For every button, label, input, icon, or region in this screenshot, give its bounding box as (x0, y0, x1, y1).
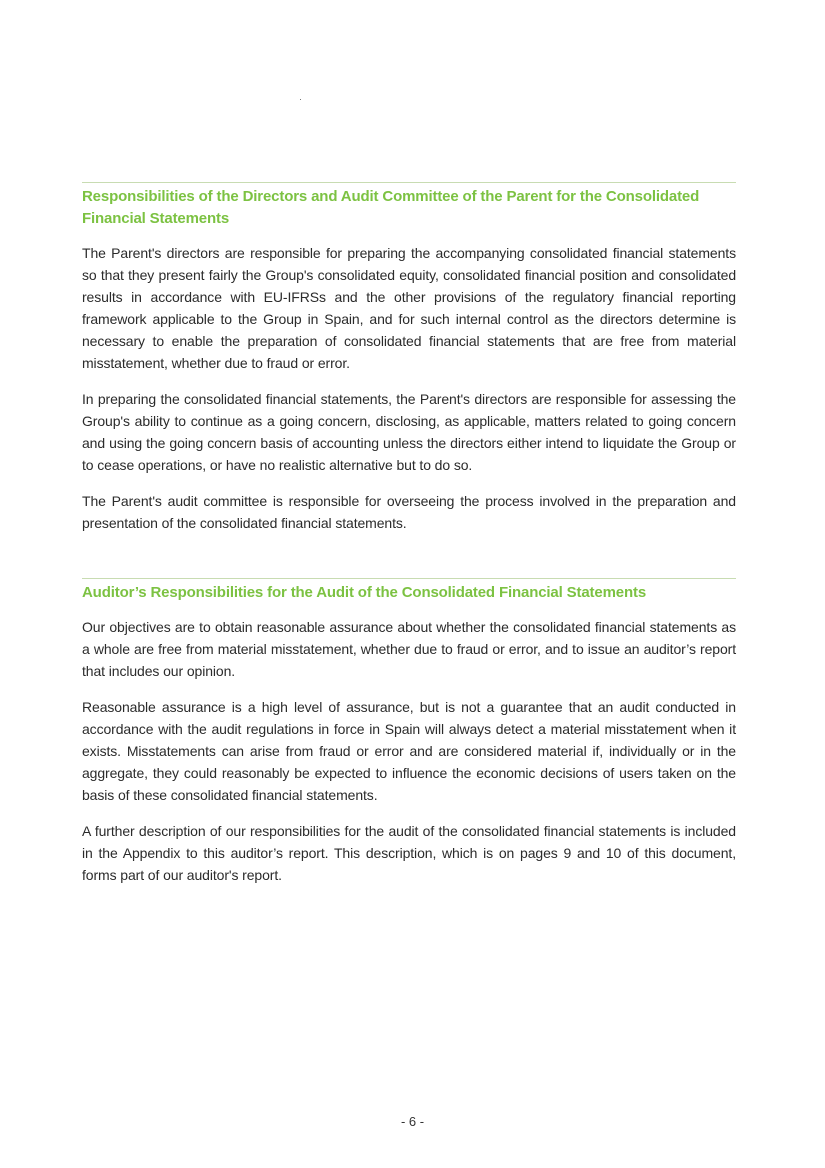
paragraph: Our objectives are to obtain reasonable assurance about whether the consolidated financial statements as a whole are free from material misstatement, whether due to fraud or error, and to issue an auditor’s report that includes our opinion. (82, 619, 736, 679)
section-rule (82, 578, 736, 579)
section-heading: Responsibilities of the Directors and Audit Committee of the Parent for the Consolidated Financial Statements (82, 188, 700, 227)
section-directors-responsibilities (82, 182, 736, 548)
section-heading: Auditor’s Responsibilities for the Audit of the Consolidated Financial Statements (82, 584, 647, 601)
paragraph: Reasonable assurance is a high level of assurance, but is not a guarantee that an audit conducted in accordance with the audit regulations in force in Spain will always detect a material misstatement when it exists. Misstatements can arise from fraud or error and are considered material if, individually or in the aggregate, they could reasonably be expected to influence the economic decisions of users taken on the basis of these consolidated financial statements. (82, 699, 736, 803)
section-auditor-responsibilities (82, 578, 736, 900)
paragraph: The Parent's directors are responsible for preparing the accompanying consolidated financial statements so that they present fairly the Group's consolidated equity, consolidated financial position and consolidated results in accordance with EU-IFRSs and the other provisions of the regulatory financial reporting framework applicable to the Group in Spain, and for such internal control as the directors determine is necessary to enable the preparation of consolidated financial statements that are free from material misstatement, whether due to fraud or error. (82, 245, 736, 371)
scan-speck (300, 99, 301, 100)
paragraph: In preparing the consolidated financial statements, the Parent's directors are responsible for assessing the Group's ability to continue as a going concern, disclosing, as applicable, matters related to going concern and using the going concern basis of accounting unless the directors either intend to liquidate the Group or to cease operations, or have no realistic alternative but to do so. (82, 391, 736, 473)
section-rule (82, 182, 736, 183)
paragraph: A further description of our responsibilities for the audit of the consolidated financial statements is included in the Appendix to this auditor’s report. This description, which is on pages 9 and 10 of this document, forms part of our auditor's report. (82, 823, 736, 883)
page-number: - 6 - (400, 1114, 425, 1129)
paragraph: The Parent's audit committee is responsible for overseeing the process involved in the preparation and presentation of the consolidated financial statements. (82, 493, 736, 531)
